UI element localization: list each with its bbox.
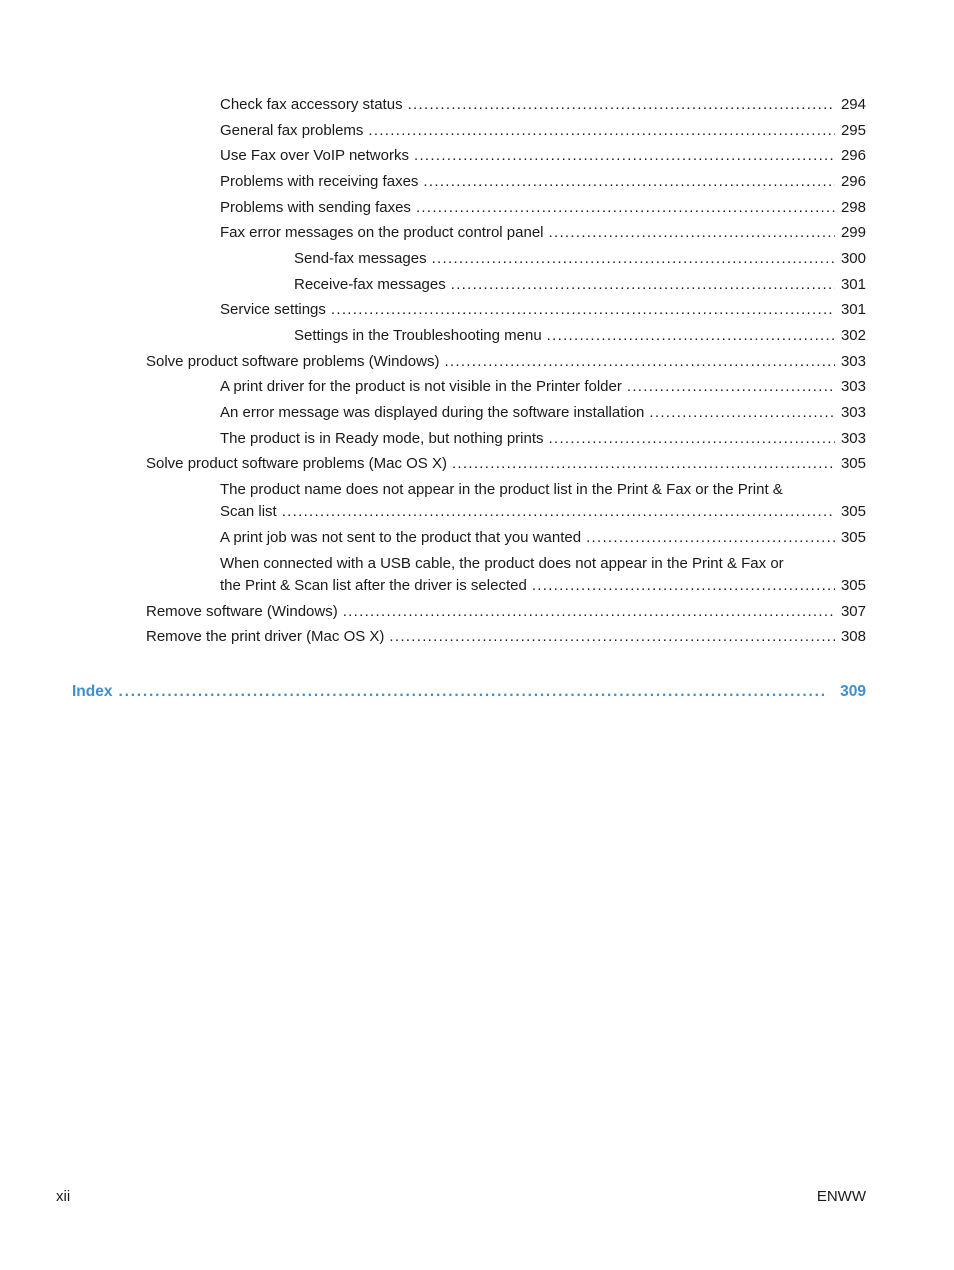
leader-dots bbox=[331, 299, 835, 321]
toc-index-entry[interactable] bbox=[72, 681, 866, 703]
toc-entry-title: A print driver for the product is not visible in the Printer folder bbox=[220, 378, 622, 395]
leader-dots bbox=[282, 501, 835, 523]
toc-entry-page: 300 bbox=[840, 250, 866, 267]
leader-dots bbox=[343, 601, 835, 623]
leader-dots bbox=[451, 274, 835, 296]
toc-entry[interactable] bbox=[220, 171, 866, 193]
leader-dots bbox=[423, 171, 835, 193]
leader-dots bbox=[549, 428, 835, 450]
toc-entry[interactable] bbox=[220, 120, 866, 142]
toc-entry[interactable] bbox=[146, 453, 866, 475]
toc-entry-title: General fax problems bbox=[220, 122, 364, 139]
leader-dots bbox=[389, 626, 835, 648]
leader-dots bbox=[532, 575, 835, 597]
toc-entry-title: Receive-fax messages bbox=[294, 276, 446, 293]
toc-entry-title-line2: Scan list bbox=[220, 503, 277, 520]
toc-entry-page: 296 bbox=[840, 147, 866, 164]
index-page: 309 bbox=[840, 683, 866, 700]
toc-entry-page: 295 bbox=[840, 122, 866, 139]
toc-entry-page: 302 bbox=[840, 327, 866, 344]
toc-entry-page: 294 bbox=[840, 96, 866, 113]
leader-dots bbox=[444, 351, 835, 373]
leader-dots bbox=[432, 248, 835, 270]
toc-entry-page: 303 bbox=[840, 378, 866, 395]
leader-dots bbox=[649, 402, 835, 424]
toc-entry-title: Send-fax messages bbox=[294, 250, 427, 267]
toc-entry[interactable] bbox=[220, 94, 866, 116]
toc-entry-title: Use Fax over VoIP networks bbox=[220, 147, 409, 164]
index-title: Index bbox=[72, 683, 113, 700]
toc-entry[interactable] bbox=[294, 248, 866, 270]
toc-entry[interactable] bbox=[146, 601, 866, 623]
toc-entry-title-line2: the Print & Scan list after the driver is selected bbox=[220, 577, 527, 594]
toc-entry-title: Check fax accessory status bbox=[220, 96, 403, 113]
toc-entry-title: Problems with receiving faxes bbox=[220, 173, 419, 190]
toc-entry-title: Problems with sending faxes bbox=[220, 199, 411, 216]
toc-entry-page: 303 bbox=[840, 353, 866, 370]
toc-entry-page: 308 bbox=[840, 628, 866, 645]
toc-entry-title: Service settings bbox=[220, 301, 326, 318]
toc-entry-page: 307 bbox=[840, 603, 866, 620]
toc-entry[interactable] bbox=[220, 145, 866, 167]
toc-entry-title: The product is in Ready mode, but nothing prints bbox=[220, 430, 544, 447]
toc-entry-page: 305 bbox=[840, 577, 866, 594]
leader-dots bbox=[368, 120, 835, 142]
toc-entry-title: A print job was not sent to the product that you wanted bbox=[220, 529, 582, 546]
toc-entry-page: 305 bbox=[840, 455, 866, 472]
toc-entry[interactable] bbox=[220, 428, 866, 450]
toc-entry[interactable] bbox=[220, 376, 866, 398]
leader-dots bbox=[118, 681, 828, 703]
toc-entry[interactable] bbox=[146, 351, 866, 373]
toc-entry[interactable] bbox=[220, 299, 866, 321]
toc-entry-page: 301 bbox=[840, 276, 866, 293]
toc-entry[interactable] bbox=[220, 222, 866, 244]
leader-dots bbox=[549, 222, 835, 244]
toc-entry-title: Solve product software problems (Mac OS X) bbox=[146, 455, 447, 472]
toc-entry[interactable] bbox=[220, 197, 866, 219]
toc-entry[interactable] bbox=[146, 626, 866, 648]
toc-entry-title: Fax error messages on the product control panel bbox=[220, 224, 544, 241]
toc-entry-title-line1: The product name does not appear in the product list in the Print & Fax or the Print & bbox=[220, 481, 783, 498]
leader-dots bbox=[627, 376, 835, 398]
leader-dots bbox=[586, 527, 835, 549]
leader-dots bbox=[452, 453, 835, 475]
toc-entry[interactable] bbox=[220, 527, 866, 549]
toc-entry[interactable] bbox=[220, 553, 866, 597]
toc-entry[interactable] bbox=[220, 479, 866, 523]
leader-dots bbox=[414, 145, 835, 167]
footer-doc-code: ENWW bbox=[816, 1188, 866, 1205]
toc-entry[interactable] bbox=[220, 402, 866, 424]
toc-entry-page: 296 bbox=[840, 173, 866, 190]
toc-entry-page: 303 bbox=[840, 430, 866, 447]
toc-entry-page: 298 bbox=[840, 199, 866, 216]
toc-entry[interactable] bbox=[294, 274, 866, 296]
toc-entry-page: 301 bbox=[840, 301, 866, 318]
footer-page-number: xii bbox=[56, 1188, 71, 1205]
toc-entry-page: 299 bbox=[840, 224, 866, 241]
toc-entry-title: Solve product software problems (Windows) bbox=[146, 353, 440, 370]
leader-dots bbox=[547, 325, 835, 347]
toc-entry-title: Settings in the Troubleshooting menu bbox=[294, 327, 542, 344]
toc-entry-page: 303 bbox=[840, 404, 866, 421]
toc-entry-page: 305 bbox=[840, 503, 866, 520]
toc-entry-title-line1: When connected with a USB cable, the product does not appear in the Print & Fax or bbox=[220, 555, 784, 572]
toc-entry-title: Remove the print driver (Mac OS X) bbox=[146, 628, 385, 645]
toc-entry-title: Remove software (Windows) bbox=[146, 603, 338, 620]
leader-dots bbox=[408, 94, 835, 116]
leader-dots bbox=[416, 197, 835, 219]
toc-entry[interactable] bbox=[294, 325, 866, 347]
toc-entry-page: 305 bbox=[840, 529, 866, 546]
toc-entry-title: An error message was displayed during the software installation bbox=[220, 404, 645, 421]
